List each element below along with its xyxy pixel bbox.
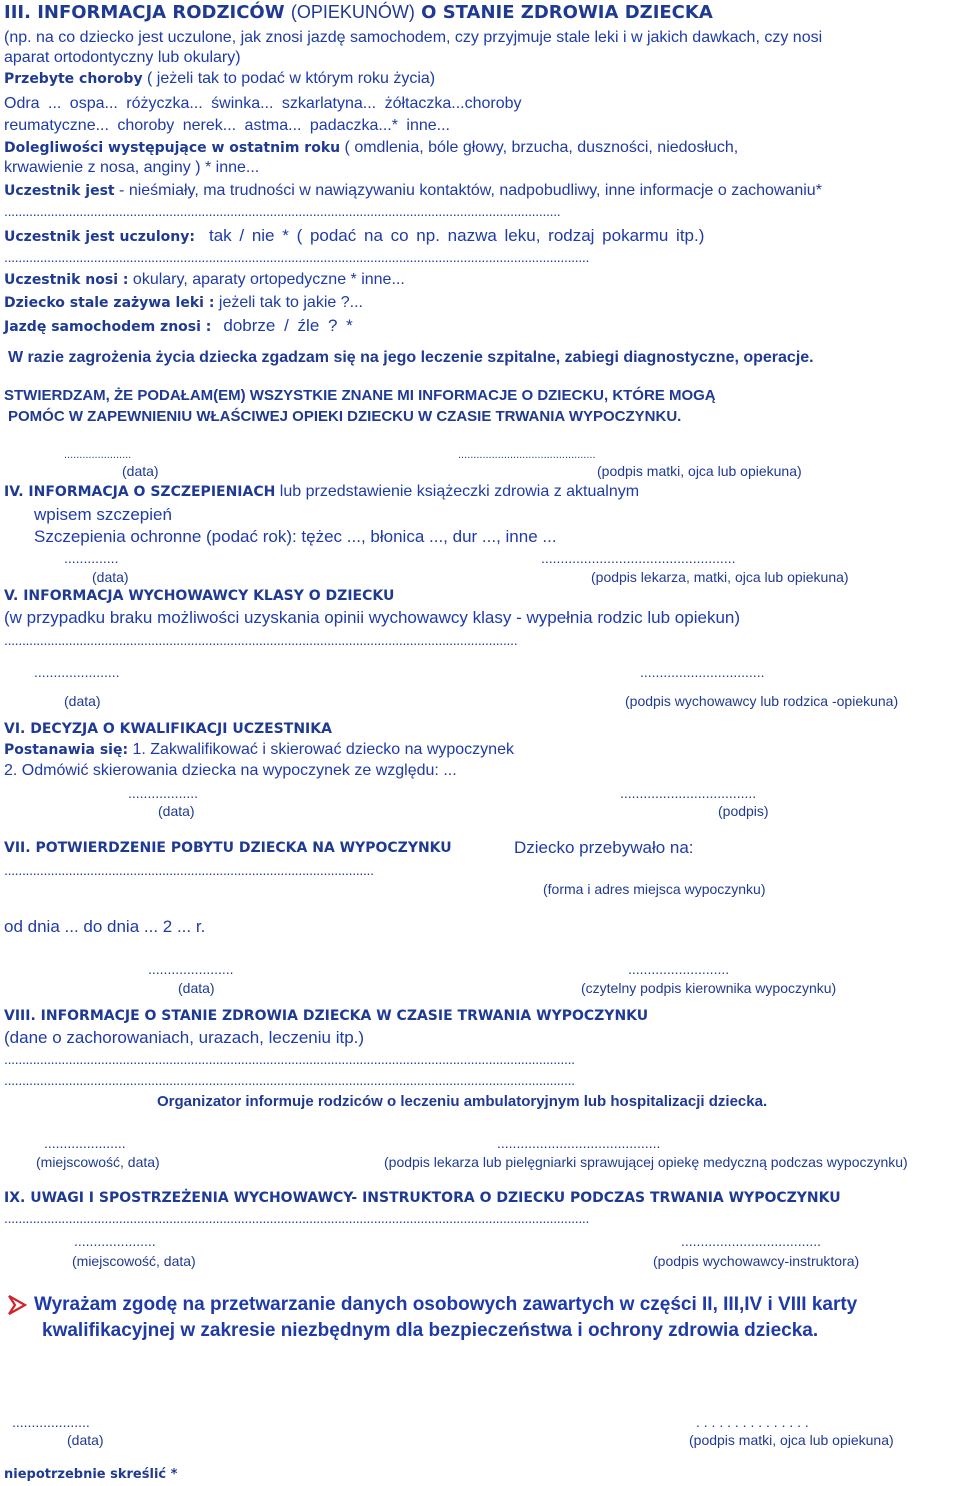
dotted-line: ........................................................................................................................................................... <box>4 203 561 219</box>
section-8-subtitle: (dane o zachorowaniach, urazach, leczeniu itp.) <box>4 1028 365 1047</box>
date-caption: (data) <box>122 463 159 479</box>
signature-line: ................................ <box>640 664 765 680</box>
manager-signature-caption: (czytelny podpis kierownika wypoczynku) <box>581 980 837 996</box>
place-date-caption: (miejscowość, data) <box>72 1253 196 1269</box>
qualify-decision-row: Postanawia się: 1. Zakwalifikować i skierować dziecko na wypoczynek <box>4 741 514 758</box>
section-7-title: VII. POTWIERDZENIE POBYTU DZIECKA NA WYPOCZYNKU <box>4 840 452 856</box>
stay-dates-row: od dnia ... do dnia ... 2 ... r. <box>4 917 206 936</box>
signature-line: ..................... <box>44 1135 126 1151</box>
place-caption: (forma i adres miejsca wypoczynku) <box>543 881 766 897</box>
dotted-line: ............................................................................................................................................... <box>4 632 518 648</box>
nurse-signature-caption: (podpis lekarza lub pielęgniarki sprawującej opiekę medyczną podczas wypoczynku) <box>384 1154 908 1170</box>
signature-line: .............. <box>64 550 119 566</box>
dotted-line: ............................................................................................................................................................... <box>4 1072 575 1088</box>
section-5-title: V. INFORMACJA WYCHOWAWCY KLASY O DZIECKU <box>4 588 395 604</box>
instructor-signature-caption: (podpis wychowawcy-instruktora) <box>653 1253 860 1269</box>
doctor-signature-caption: (podpis lekarza, matki, ojca lub opiekuna) <box>591 569 849 585</box>
date-caption: (data) <box>67 1432 104 1448</box>
data-consent-line2: kwalifikacyjnej w zakresie niezbędnym dla bezpieczeństwa i ochrony zdrowia dziecka. <box>42 1320 819 1341</box>
wears-row: Uczestnik nosi : okulary, aparaty ortopedyczne * inne... <box>4 271 405 288</box>
date-caption: (data) <box>158 803 195 819</box>
signature-line: .................................... <box>681 1233 822 1249</box>
confirmation-line2: POMÓC W ZAPEWNIENIU WŁAŚCIWEJ OPIEKI DZIECKU W CZASIE TRWANIA WYPOCZYNKU. <box>8 408 682 425</box>
signature-line: ..................... <box>74 1233 156 1249</box>
signature-line: .................... <box>12 1414 90 1430</box>
confirmation-line1: STWIERDZAM, ŻE PODAŁAM(EM) WSZYSTKIE ZNANE MI INFORMACJE O DZIECKU, KTÓRE MOGĄ <box>4 387 716 404</box>
arrow-right-icon <box>6 1294 28 1316</box>
car-travel-row: Jazdę samochodem znosi : dobrze / źle ? * <box>4 316 353 335</box>
section-3-intro-line2: aparat ortodontyczny lub okulary) <box>4 49 241 66</box>
dotted-line: ................................................................................................................................................................... <box>4 249 590 265</box>
date-caption: (data) <box>178 980 215 996</box>
diseases-row: Przebyte choroby ( jeżeli tak to podać w którym roku życia) <box>4 70 436 87</box>
participant-behaviour-row: Uczestnik jest - nieśmiały, ma trudności w nawiązywaniu kontaktów, nadpobudliwy, inne informacje o zachowaniu* <box>4 182 822 199</box>
signature-line: .......................................... <box>497 1135 661 1151</box>
teacher-signature-caption: (podpis wychowawcy lub rodzica -opiekuna) <box>625 693 899 709</box>
signature-line: .................. <box>128 785 199 801</box>
parent-signature-caption: (podpis matki, ojca lub opiekuna) <box>689 1432 894 1448</box>
medication-row: Dziecko stale zażywa leki : jeżeli tak to jakie ?... <box>4 294 363 311</box>
signature-line: ...................... <box>64 449 132 461</box>
ailments-line2: krwawienie z nosa, anginy ) * inne... <box>4 159 260 176</box>
section-3-intro-line1: (np. na co dziecko jest uczulone, jak znosi jazdę samochodem, czy przyjmuje stale leki i w jakich dawkach, czy nosi <box>4 29 823 46</box>
ailments-row: Dolegliwości występujące w ostatnim roku ( omdlenia, bóle głowy, brzucha, duszności, niedosłuch, <box>4 139 739 156</box>
organizer-notice: Organizator informuje rodziców o leczeniu ambulatoryjnym lub hospitalizacji dziecka. <box>157 1093 768 1110</box>
signature-caption: (podpis) <box>718 803 769 819</box>
section-6-title: VI. DECYZJA O KWALIFIKACJI UCZESTNIKA <box>4 721 332 737</box>
date-caption: (data) <box>64 693 101 709</box>
stayed-at-label: Dziecko przebywało na: <box>514 838 694 857</box>
place-date-caption: (miejscowość, data) <box>36 1154 160 1170</box>
diseases-list-line1: Odra ... ospa... różyczka... świnka... szkarlatyna... żółtaczka...choroby <box>4 95 522 112</box>
signature-line: ...................... <box>34 664 120 680</box>
section-9-title: IX. UWAGI I SPOSTRZEŻENIA WYCHOWAWCY- INSTRUKTORA O DZIECKU PODCZAS TRWANIA WYPOCZYNKU <box>4 1190 841 1206</box>
dotted-line: ............................................................................................................................................................... <box>4 1051 575 1067</box>
date-caption: (data) <box>92 569 129 585</box>
vaccinations-row: Szczepienia ochronne (podać rok): tężec ..., błonica ..., dur ..., inne ... <box>34 527 557 546</box>
refuse-decision-row: 2. Odmówić skierowania dziecka na wypoczynek ze względu: ... <box>4 762 457 779</box>
signature-line: ............................................. <box>458 449 596 461</box>
section-4-title-line2: wpisem szczepień <box>34 505 172 524</box>
dotted-line: ....................................................................................................... <box>4 862 374 878</box>
signature-line: ................................... <box>620 785 757 801</box>
section-3-title: III. INFORMACJA RODZICÓW (OPIEKUNÓW) O STANIE ZDROWIA DZIECKA <box>4 2 713 23</box>
signature-line: .................................................. <box>541 550 736 566</box>
section-5-line1: (w przypadku braku możliwości uzyskania opinii wychowawcy klasy - wypełnia rodzic lub opiekun) <box>4 608 741 627</box>
dotted-line: ................................................................................................................................................................... <box>4 1210 590 1226</box>
signature-line: .......................... <box>628 961 730 977</box>
signature-line: ...................... <box>148 961 234 977</box>
hospital-consent: W razie zagrożenia życia dziecka zgadzam się na jego leczenie szpitalne, zabiegi diagnostyczne, operacje. <box>8 349 814 366</box>
section-8-title: VIII. INFORMACJE O STANIE ZDROWIA DZIECKA W CZASIE TRWANIA WYPOCZYNKU <box>4 1008 649 1024</box>
allergy-row: Uczestnik jest uczulony: tak / nie * ( podać na co np. nazwa leku, rodzaj pokarmu itp.) <box>4 226 705 245</box>
data-consent-line1: Wyrażam zgodę na przetwarzanie danych osobowych zawartych w części II, III,IV i VIII karty <box>34 1294 858 1315</box>
diseases-list-line2: reumatyczne... choroby nerek... astma... padaczka...* inne... <box>4 117 450 134</box>
signature-line: . . . . . . . . . . . . . . . <box>696 1414 809 1430</box>
parent-signature-caption: (podpis matki, ojca lub opiekuna) <box>597 463 802 479</box>
footnote: niepotrzebnie skreślić * <box>4 1467 178 1482</box>
section-4-title: IV. INFORMACJA O SZCZEPIENIACH lub przedstawienie książeczki zdrowia z aktualnym <box>4 483 640 500</box>
